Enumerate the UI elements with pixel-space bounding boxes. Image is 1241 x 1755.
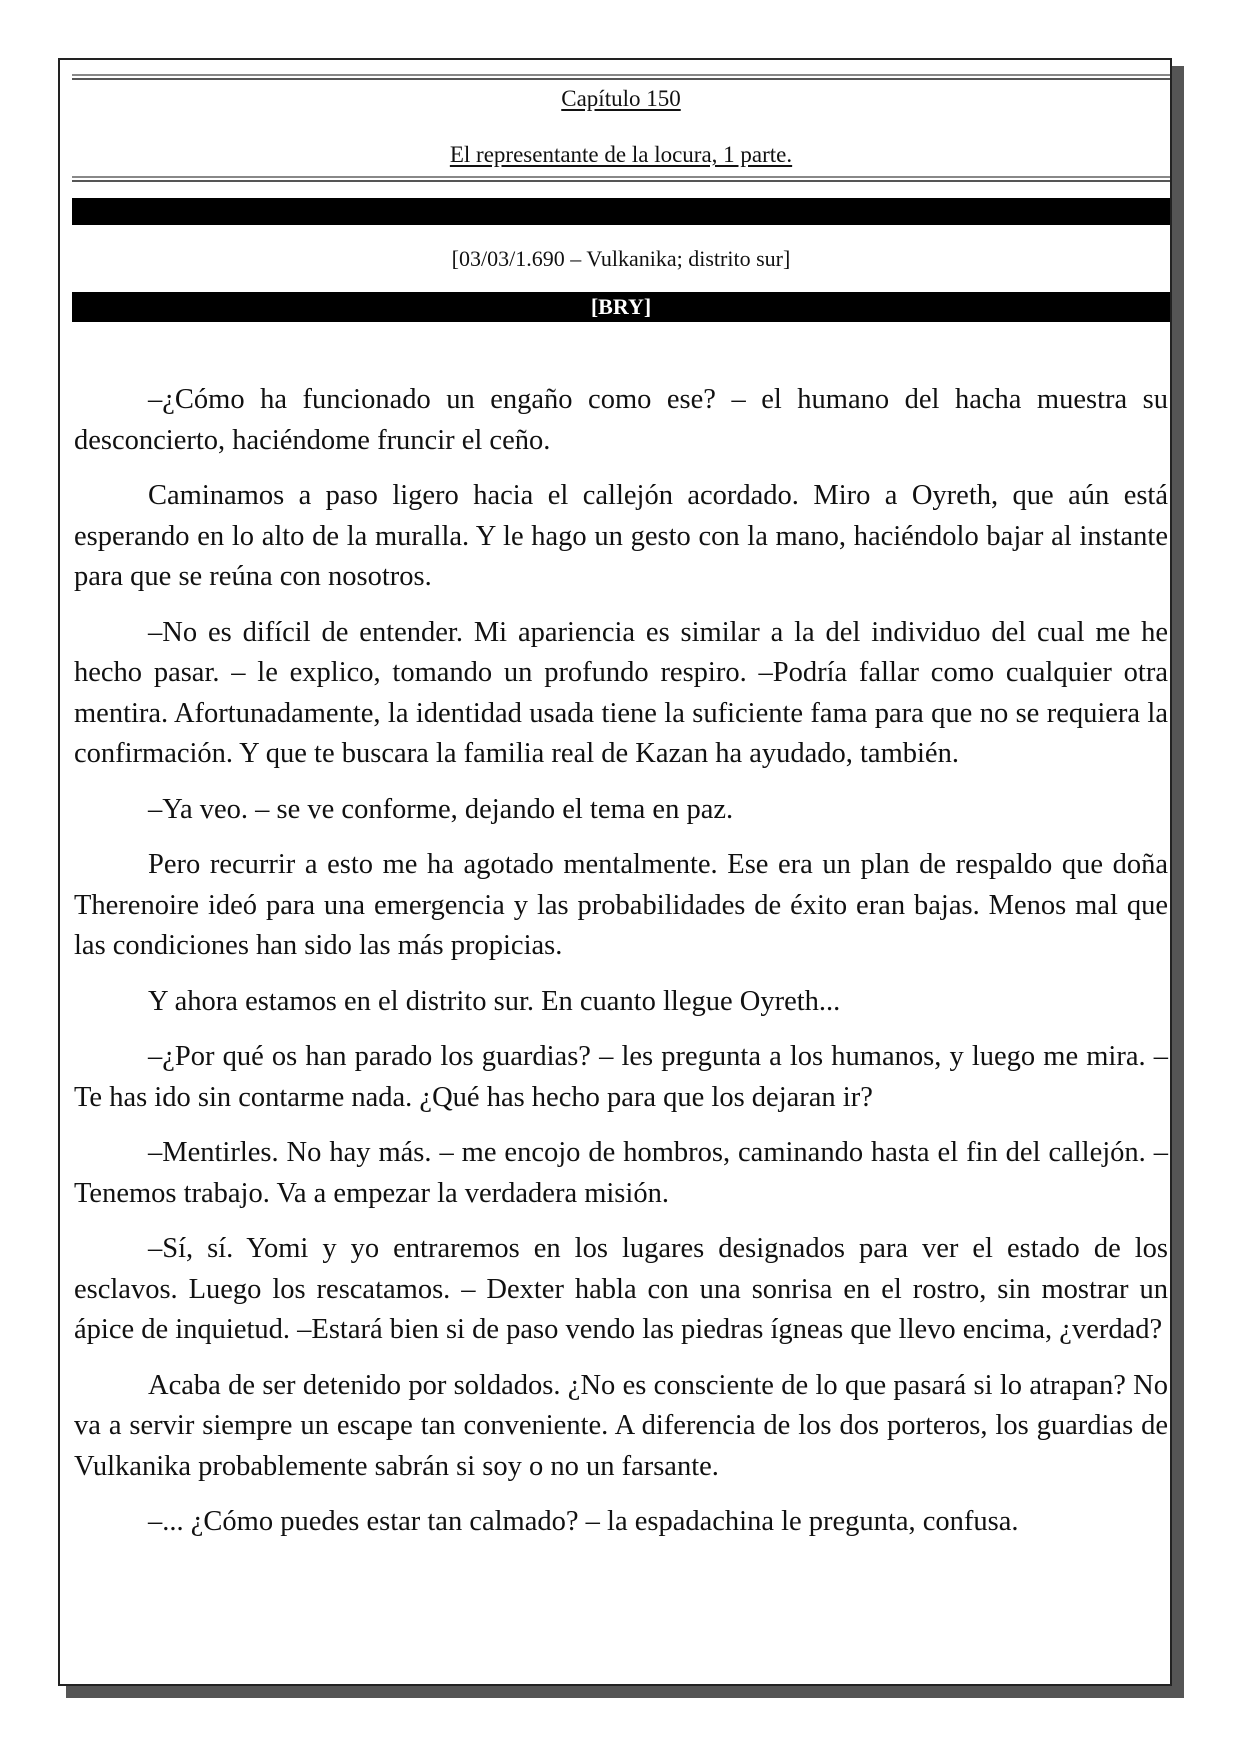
chapter-title: El representante de la locura, 1 parte. [449,142,793,167]
paragraph: –... ¿Cómo puedes estar tan calmado? – la espadachina le pregunta, confusa. [148,1506,1019,1537]
paragraph: –¿Por qué os han parado los guardias? – les pregunta a los humanos, y luego me mira. –Te has ido sin contarme nada. ¿Qué has hecho para que los dejaran ir? [74,1041,1168,1113]
chapter-number: Capítulo 150 [561,86,681,111]
paragraph: –Sí, sí. Yomi y yo entraremos en los lugares designados para ver el estado de los esclavos. Luego los rescatamos. – Dexter habla con una sonrisa en el rostro, sin mostrar un ápice de inquietud. –Estará bien si de paso vendo las piedras ígneas que llevo encima, ¿verdad? [74,1233,1168,1345]
pov-banner: [BRY] [72,292,1170,322]
paragraph: Pero recurrir a esto me ha agotado mentalmente. Ese era un plan de respaldo que doña Therenoire ideó para una emergencia y las probabilidades de éxito eran bajas. Menos mal que las condiciones han sido las más propicias. [74,849,1168,961]
paragraph: Acaba de ser detenido por soldados. ¿No es consciente de lo que pasará si lo atrapan? No va a servir siempre un escape tan conveniente. A diferencia de los dos porteros, los guardias de Vulkanika probablemente sabrán si soy o no un farsante. [74,1369,1168,1482]
chapter-body [74,380,1168,1558]
header-top-rule [72,74,1170,80]
paragraph: –Mentirles. No hay más. – me encojo de hombros, caminando hasta el fin del callejón. –Tenemos trabajo. Va a empezar la verdadera misión. [74,1137,1168,1209]
header-bottom-rule [72,176,1170,182]
paragraph: –¿Cómo ha funcionado un engaño como ese? – el humano del hacha muestra su desconcierto, haciéndome fruncir el ceño. [74,384,1168,456]
paragraph: –No es difícil de entender. Mi apariencia es similar a la del individuo del cual me he hecho pasar. – le explico, tomando un profundo respiro. –Podría fallar como cualquier otra mentira. Afortunadamente, la identidad usada tiene la suficiente fama para que no se requiera la confirmación. Y que te buscara la familia real de Kazan ha ayudado, también. [74,616,1168,769]
paragraph: –Ya veo. – se ve conforme, dejando el tema en paz. [148,793,734,825]
paragraph: Y ahora estamos en el distrito sur. En cuanto llegue Oyreth... [148,985,841,1017]
scene-divider-bar [72,198,1170,225]
paragraph: Caminamos a paso ligero hacia el callejón acordado. Miro a Oyreth, que aún está esperando en lo alto de la muralla. Y le hago un gesto con la mano, haciéndolo bajar al instante para que se reúna con nosotros. [74,480,1168,592]
scene-dateline: [03/03/1.690 – Vulkanika; distrito sur] [451,246,791,271]
